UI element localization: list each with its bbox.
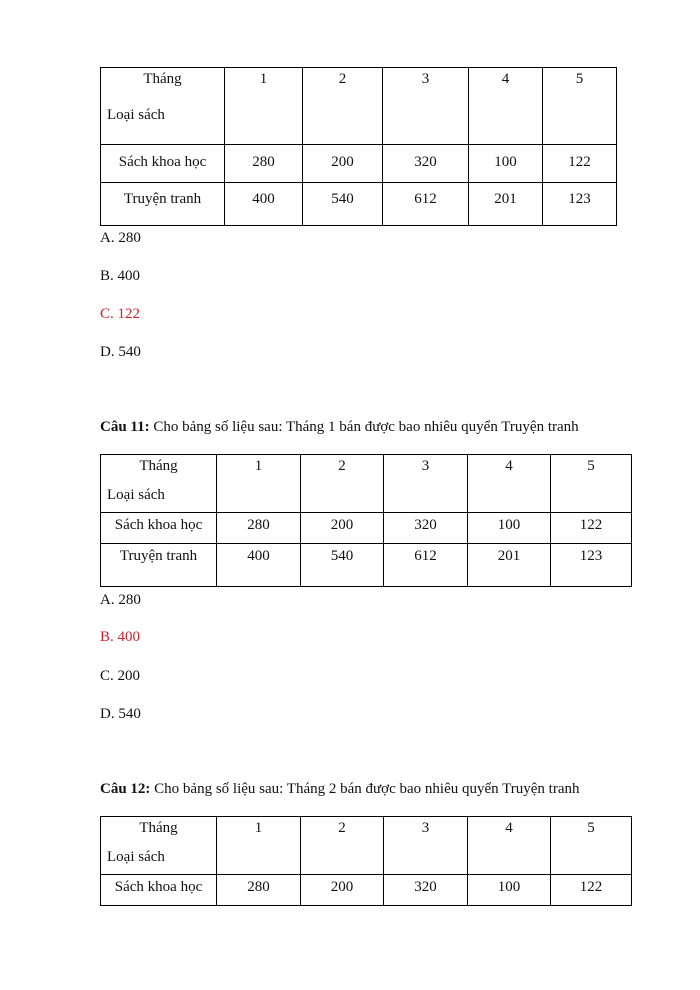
month-header: 3 (384, 817, 468, 875)
option-c: C. 200 (100, 668, 141, 684)
option-d: D. 540 (100, 344, 141, 360)
question-number: Câu 11: (100, 419, 150, 435)
option-b: B. 400 (100, 629, 141, 645)
option-b: B. 400 (100, 268, 141, 284)
header-cell: Tháng Loại sách (101, 817, 217, 875)
cell: 400 (217, 544, 301, 587)
table-row (101, 513, 632, 544)
cell: 122 (543, 145, 617, 183)
month-header: 3 (384, 455, 468, 513)
cell: 280 (225, 145, 303, 183)
cell: 280 (217, 513, 301, 544)
month-header: 2 (301, 817, 384, 875)
cell: 612 (384, 544, 468, 587)
question-11 (100, 418, 579, 436)
option-a: A. 280 (100, 592, 141, 608)
row-label: Truyện tranh (101, 183, 225, 226)
cell: 320 (384, 513, 468, 544)
month-header: 2 (301, 455, 384, 513)
row-label: Sách khoa học (101, 145, 225, 183)
month-header: 3 (383, 68, 469, 145)
cell: 320 (384, 875, 468, 906)
data-table-3 (100, 816, 632, 906)
cell: 200 (303, 145, 383, 183)
table-row (101, 544, 632, 587)
cell: 201 (469, 183, 543, 226)
cell: 123 (551, 544, 632, 587)
table-row (101, 183, 617, 226)
row-label: Sách khoa học (101, 513, 217, 544)
cell: 540 (303, 183, 383, 226)
cell: 400 (225, 183, 303, 226)
cell: 200 (301, 513, 384, 544)
cell: 100 (468, 513, 551, 544)
month-header: 4 (468, 455, 551, 513)
month-header: 4 (468, 817, 551, 875)
row-label: Sách khoa học (101, 875, 217, 906)
cell: 200 (301, 875, 384, 906)
header-cell: Tháng Loại sách (101, 68, 225, 145)
option-d: D. 540 (100, 706, 141, 722)
table-row (101, 145, 617, 183)
cell: 320 (383, 145, 469, 183)
cell: 540 (301, 544, 384, 587)
month-header: 2 (303, 68, 383, 145)
cell: 123 (543, 183, 617, 226)
month-header: 5 (543, 68, 617, 145)
cell: 100 (468, 875, 551, 906)
question-text: Cho bảng số liệu sau: Tháng 1 bán được bao nhiêu quyển Truyện tranh (149, 419, 579, 435)
cell: 201 (468, 544, 551, 587)
question-number: Câu 12: (100, 781, 151, 797)
row-label: Truyện tranh (101, 544, 217, 587)
cell: 122 (551, 875, 632, 906)
month-header: 1 (217, 817, 301, 875)
cell: 122 (551, 513, 632, 544)
data-table-1 (100, 67, 617, 226)
month-header: 5 (551, 817, 632, 875)
cell: 280 (217, 875, 301, 906)
cell: 100 (469, 145, 543, 183)
option-a: A. 280 (100, 230, 141, 246)
data-table-2 (100, 454, 632, 587)
month-header: 4 (469, 68, 543, 145)
question-12 (100, 780, 579, 798)
question-text: Cho bảng số liệu sau: Tháng 2 bán được bao nhiêu quyển Truyện tranh (150, 781, 580, 797)
table-row (101, 875, 632, 906)
header-cell: Tháng Loại sách (101, 455, 217, 513)
option-c: C. 122 (100, 306, 141, 322)
month-header: 1 (225, 68, 303, 145)
cell: 612 (383, 183, 469, 226)
month-header: 1 (217, 455, 301, 513)
month-header: 5 (551, 455, 632, 513)
